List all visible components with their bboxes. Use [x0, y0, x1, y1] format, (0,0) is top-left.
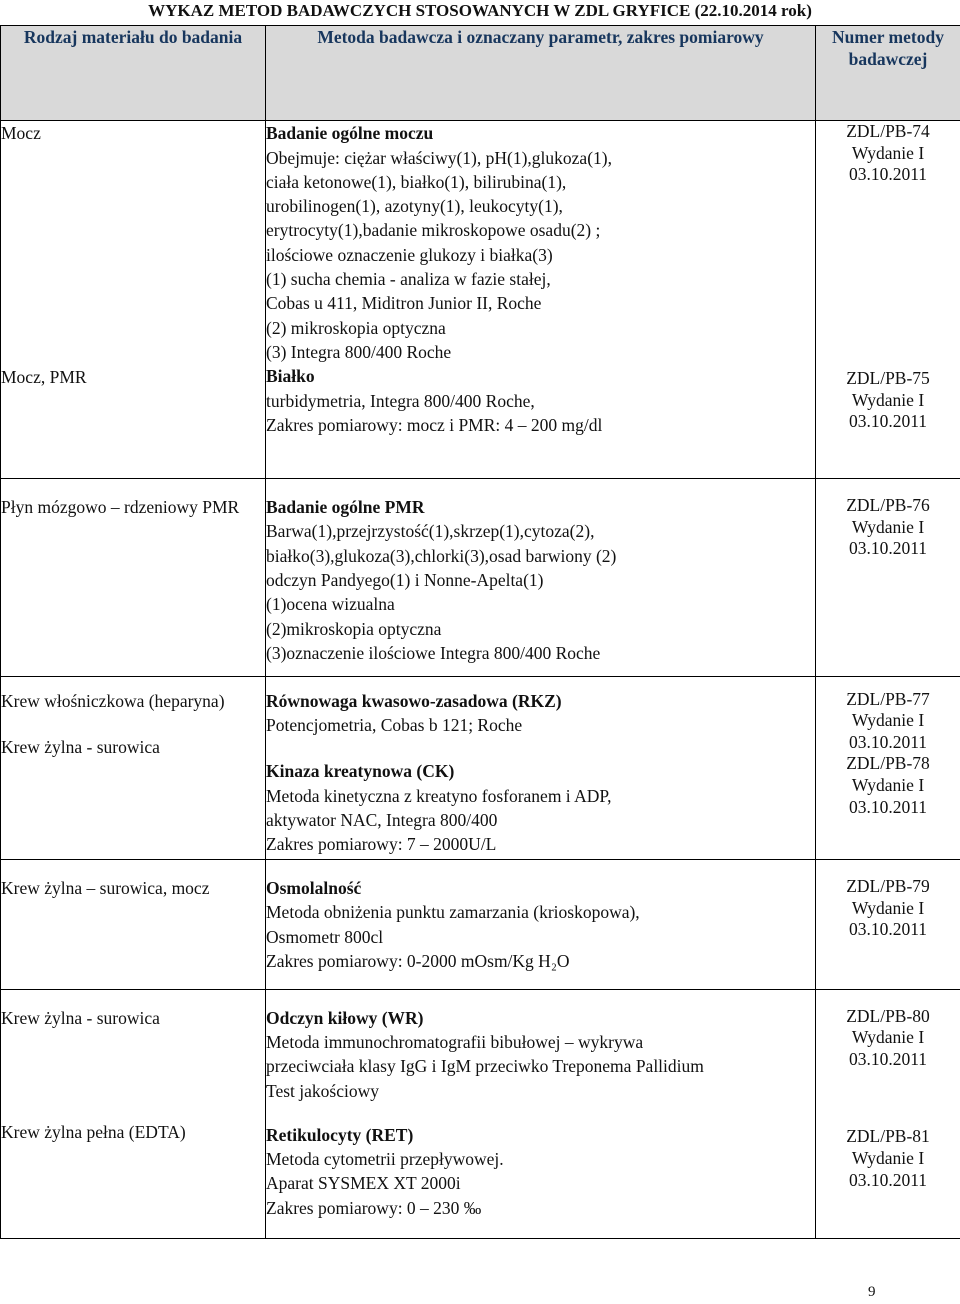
- method-code: ZDL/PB-80: [846, 1005, 930, 1026]
- method-edition: Wydanie I: [851, 1148, 925, 1169]
- method-number: [816, 689, 960, 754]
- method-date: 03.10.2011: [848, 919, 928, 940]
- header-material: Rodzaj materiału do badania: [1, 26, 266, 121]
- method-number-cell: [816, 859, 960, 989]
- method-entry: [266, 759, 815, 856]
- header-method: Metoda badawcza i oznaczany parametr, zakres pomiarowy: [266, 26, 816, 121]
- method-entry: [266, 689, 815, 738]
- material-cell: [1, 121, 266, 479]
- material-label: Krew żylna - surowica: [1, 736, 160, 757]
- method-line: (2) mikroskopia optyczna: [266, 317, 446, 338]
- method-entry: [266, 1123, 815, 1220]
- method-date: 03.10.2011: [848, 411, 928, 432]
- method-cell: [266, 989, 816, 1238]
- method-number: [816, 1126, 960, 1191]
- method-line: erytrocyty(1),badanie mikroskopowe osadu(2) ;: [266, 220, 601, 241]
- method-line: Metoda immunochromatografii bibułowej – wykrywa: [266, 1031, 644, 1052]
- method-line: Test jakościowy: [266, 1080, 379, 1101]
- method-line: Zakres pomiarowy: 7 – 2000U/L: [266, 834, 497, 855]
- method-cell: [266, 479, 816, 677]
- material-cell: [1, 989, 266, 1238]
- method-date: 03.10.2011: [848, 731, 928, 752]
- method-line: turbidymetria, Integra 800/400 Roche,: [266, 390, 535, 411]
- method-number: [816, 753, 960, 818]
- method-line: (1)ocena wizualna: [266, 594, 395, 615]
- table-row: [1, 676, 960, 859]
- method-line: ilościowe oznaczenie glukozy i białka(3): [266, 244, 553, 265]
- method-name: Kinaza kreatynowa (CK): [266, 761, 455, 782]
- method-line: Potencjometria, Cobas b 121; Roche: [266, 714, 523, 735]
- material-label: Krew włośniczkowa (heparyna): [1, 690, 225, 711]
- material-cell: [1, 676, 266, 859]
- method-date: 03.10.2011: [848, 538, 928, 559]
- method-line: przeciwciała klasy IgG i IgM przeciwko Treponema Pallidium: [266, 1056, 704, 1077]
- method-line: Zakres pomiarowy: 0 – 230 ‰: [266, 1197, 482, 1218]
- method-line: urobilinogen(1), azotyny(1), leukocyty(1),: [266, 196, 563, 217]
- method-code: ZDL/PB-81: [846, 1126, 930, 1147]
- method-line: Cobas u 411, Miditron Junior II, Roche: [266, 293, 542, 314]
- method-entry: [266, 121, 815, 364]
- method-code: ZDL/PB-77: [846, 688, 930, 709]
- material-label: Krew żylna pełna (EDTA): [1, 1121, 186, 1142]
- method-code: ZDL/PB-76: [846, 495, 930, 516]
- material-cell: [1, 479, 266, 677]
- material-label: Mocz, PMR: [1, 367, 87, 388]
- method-entry: [266, 876, 815, 973]
- method-entry: [266, 364, 815, 437]
- method-edition: Wydanie I: [851, 516, 925, 537]
- method-code: ZDL/PB-74: [846, 121, 930, 142]
- method-name: Równowaga kwasowo-zasadowa (RKZ): [266, 690, 562, 711]
- method-line: (1) sucha chemia - analiza w fazie stałej,: [266, 269, 551, 290]
- method-code: ZDL/PB-78: [846, 753, 930, 774]
- method-line: Metoda kinetyczna z kreatyno fosforanem i ADP,: [266, 785, 612, 806]
- method-entry: [266, 1006, 815, 1103]
- method-edition: Wydanie I: [851, 775, 925, 796]
- material-label: Krew żylna - surowica: [1, 1007, 160, 1028]
- method-number-cell: [816, 989, 960, 1238]
- method-number-cell: [816, 676, 960, 859]
- header-method-number: Numer metody badawczej: [816, 26, 960, 121]
- method-number: [816, 495, 960, 560]
- method-date: 03.10.2011: [848, 1169, 928, 1190]
- table-header-row: [1, 26, 960, 121]
- table-row: [1, 479, 960, 677]
- method-line: ciała ketonowe(1), białko(1), bilirubina(1),: [266, 171, 567, 192]
- method-line: aktywator NAC, Integra 800/400: [266, 809, 498, 830]
- method-line: (3)oznaczenie ilościowe Integra 800/400 Roche: [266, 642, 601, 663]
- table-row: [1, 859, 960, 989]
- method-line: Osmometr 800cl: [266, 926, 384, 947]
- method-code: ZDL/PB-79: [846, 875, 930, 896]
- method-edition: Wydanie I: [851, 389, 925, 410]
- method-entry: [266, 495, 815, 665]
- method-code: ZDL/PB-75: [846, 368, 930, 389]
- method-cell: [266, 121, 816, 479]
- method-edition: Wydanie I: [851, 897, 925, 918]
- method-number-cell: [816, 479, 960, 677]
- page-number: 9: [868, 1284, 876, 1300]
- method-line: Obejmuje: ciężar właściwy(1), pH(1),glukoza(1),: [266, 147, 612, 168]
- method-edition: Wydanie I: [851, 710, 925, 731]
- method-name: Badanie ogólne PMR: [266, 497, 425, 518]
- page-title: WYKAZ METOD BADAWCZYCH STOSOWANYCH W ZDL GRYFICE (22.10.2014 rok): [148, 1, 812, 20]
- method-cell: [266, 859, 816, 989]
- material-label: Krew żylna – surowica, mocz: [1, 877, 210, 898]
- method-number: [816, 121, 960, 186]
- method-name: Osmolalność: [266, 877, 362, 898]
- method-date: 03.10.2011: [848, 1048, 928, 1069]
- method-line: białko(3),glukoza(3),chlorki(3),osad barwiony (2): [266, 545, 617, 566]
- method-line: Barwa(1),przejrzystość(1),skrzep(1),cytoza(2),: [266, 521, 595, 542]
- method-line: Metoda obniżenia punktu zamarzania (krioskopowa),: [266, 902, 640, 923]
- method-number-cell: [816, 121, 960, 479]
- method-line: Aparat SYSMEX XT 2000i: [266, 1173, 461, 1194]
- method-line: Zakres pomiarowy: 0-2000 mOsm/Kg H₂O: [266, 950, 570, 971]
- method-line: (2)mikroskopia optyczna: [266, 618, 442, 639]
- material-label: Płyn mózgowo – rdzeniowy PMR: [1, 497, 240, 518]
- method-date: 03.10.2011: [848, 796, 928, 817]
- method-name: Retikulocyty (RET): [266, 1124, 414, 1145]
- method-line: Metoda cytometrii przepływowej.: [266, 1149, 504, 1170]
- table-row: [1, 121, 960, 479]
- method-line: Zakres pomiarowy: mocz i PMR: 4 – 200 mg/dl: [266, 414, 603, 435]
- material-cell: [1, 859, 266, 989]
- method-number: [816, 1006, 960, 1071]
- method-number: [816, 368, 960, 433]
- material-label: Mocz: [1, 123, 41, 144]
- method-line: odczyn Pandyego(1) i Nonne-Apelta(1): [266, 569, 544, 590]
- method-date: 03.10.2011: [848, 164, 928, 185]
- methods-table: [0, 25, 960, 1239]
- method-name: Badanie ogólne moczu: [266, 123, 434, 144]
- method-line: (3) Integra 800/400 Roche: [266, 341, 452, 362]
- method-edition: Wydanie I: [851, 1027, 925, 1048]
- method-name: Białko: [266, 366, 315, 387]
- method-name: Odczyn kiłowy (WR): [266, 1007, 424, 1028]
- method-edition: Wydanie I: [851, 142, 925, 163]
- method-number: [816, 876, 960, 941]
- table-row: [1, 989, 960, 1238]
- method-cell: [266, 676, 816, 859]
